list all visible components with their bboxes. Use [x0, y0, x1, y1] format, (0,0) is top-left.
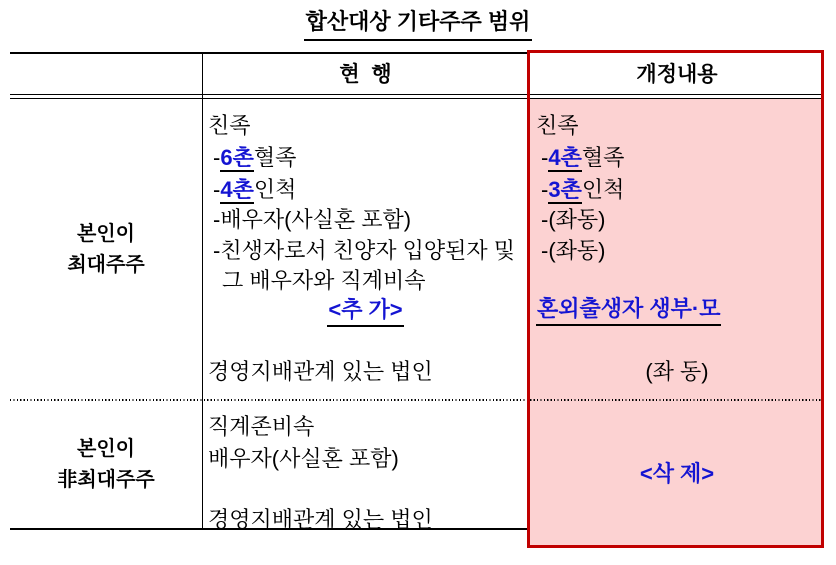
added-marker: <추 가>: [327, 296, 403, 327]
row-label-largest-shareholder: [10, 99, 202, 400]
item-prefix: -: [541, 177, 549, 202]
current-added-marker-line: [202, 296, 529, 327]
column-header-revised: 개정내용: [636, 63, 718, 86]
current-item-relatives: 친족: [208, 113, 251, 138]
cell-current-largest-shareholder: [202, 99, 529, 400]
revised-item-out-of-wedlock-parents-line: [536, 295, 822, 326]
out-of-wedlock-parents: 혼외출생자 생부·모: [536, 295, 721, 326]
current-item-spouse: 배우자(사실혼 포함): [208, 446, 399, 471]
item-suffix: 인척: [253, 177, 297, 202]
column-header-current: 현 행: [339, 63, 392, 86]
current-item-blood-relatives: [213, 144, 527, 171]
highlight-degree: 4촌: [548, 145, 582, 170]
highlight-degree: 6촌: [220, 145, 254, 170]
revised-item-blood-relatives: [541, 144, 822, 171]
current-item-controlled-corporation: 경영지배관계 있는 법인: [208, 359, 433, 384]
item-suffix: 혈족: [581, 145, 625, 170]
row-label-line: 非최대주주: [57, 468, 155, 491]
row-label-line: 최대주주: [67, 253, 145, 276]
highlight-degree: 4촌: [220, 177, 254, 202]
current-item-lineal-ascendants-descendants: 직계존비속: [208, 414, 315, 439]
cell-revised-largest-shareholder: [530, 99, 824, 400]
row-label-line: 본인이: [77, 437, 135, 460]
cell-revised-non-largest-shareholder: [530, 400, 824, 545]
item-suffix: 인척: [581, 177, 625, 202]
revised-item-same-as-left-1: -(좌동): [541, 207, 606, 232]
current-item-spouse: -배우자(사실혼 포함): [213, 207, 412, 232]
page-title: 합산대상 기타주주 범위: [304, 5, 533, 41]
row-label-line: 본인이: [77, 222, 135, 245]
item-suffix: 혈족: [253, 145, 297, 170]
item-prefix: -: [213, 177, 221, 202]
current-item-adopted-child-1: -친생자로서 친양자 입양된자 및: [213, 238, 515, 263]
cell-current-non-largest-shareholder: [202, 400, 529, 532]
revised-item-in-laws: [541, 176, 822, 203]
deleted-marker: <삭 제>: [639, 461, 715, 486]
revised-item-same-as-left-2: -(좌동): [541, 238, 606, 263]
item-prefix: -: [213, 145, 221, 170]
revised-item-same-as-left-corporation: (좌 동): [645, 359, 709, 384]
page-title-row: [0, 5, 836, 41]
revised-item-relatives: 친족: [536, 113, 579, 138]
row-label-non-largest-shareholder: [10, 400, 202, 529]
item-prefix: -: [541, 145, 549, 170]
current-item-adopted-child-2: 그 배우자와 직계비속: [222, 268, 426, 293]
highlight-degree: 3촌: [548, 177, 582, 202]
current-item-controlled-corporation: 경영지배관계 있는 법인: [208, 507, 433, 532]
table-top-rule: [10, 52, 530, 54]
current-item-in-laws: [213, 176, 527, 203]
